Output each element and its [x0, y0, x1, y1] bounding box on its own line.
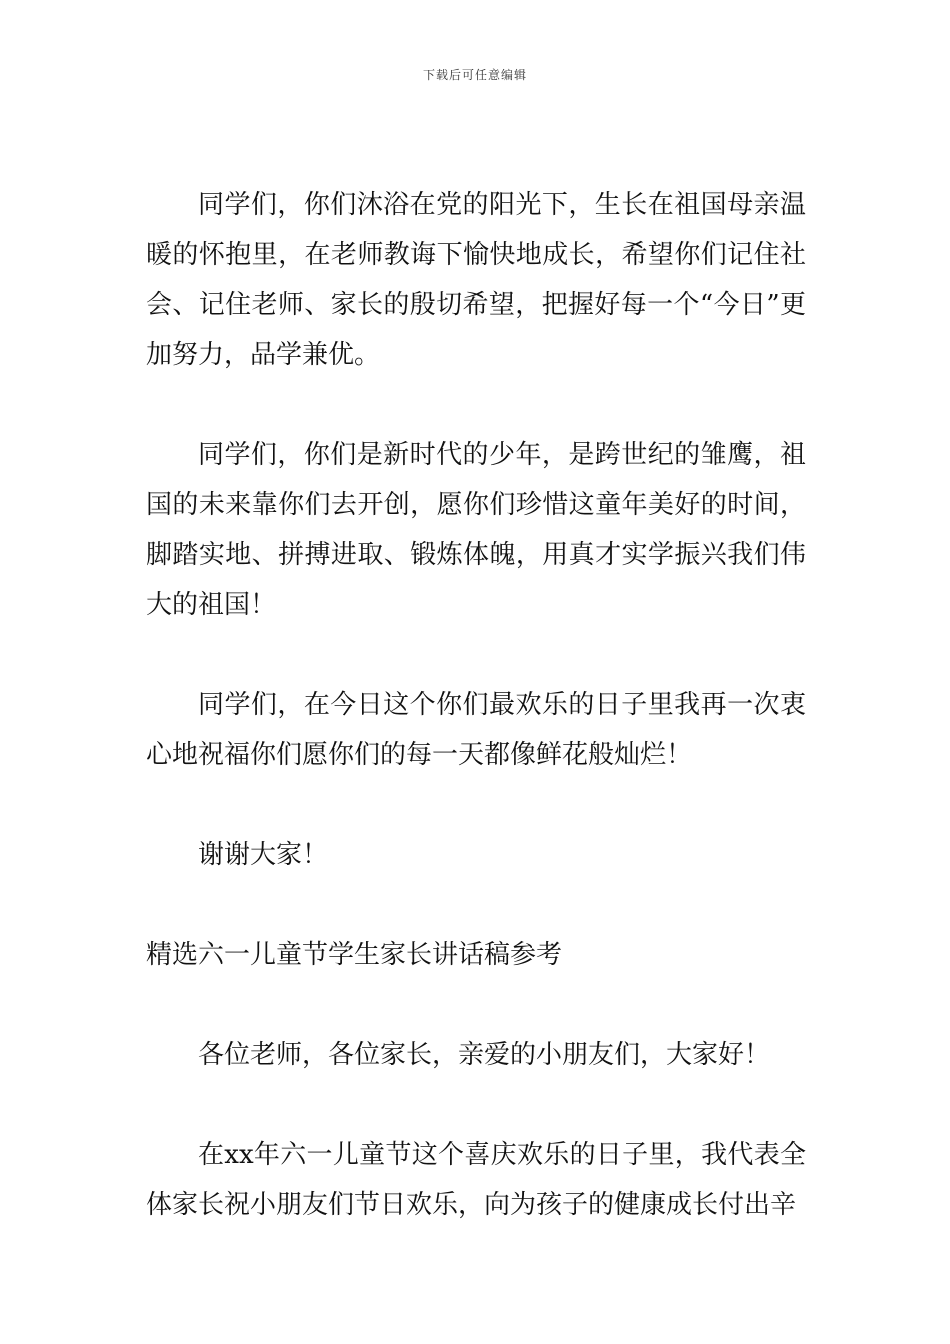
section-paragraph-greeting: 各位老师，各位家长，亲爱的小朋友们，大家好！: [198, 1040, 771, 1070]
section-title: 精选六一儿童节学生家长讲话稿参考: [146, 940, 563, 970]
paragraph-2: 同学们，你们是新时代的少年，是跨世纪的雏鹰，祖国的未来靠你们去开创，愿你们珍惜这童年美好的时间，脚踏实地、拼搏进取、锻炼体魄，用真才实学振兴我们伟大的祖国！: [146, 440, 806, 620]
paragraph-1: 同学们，你们沐浴在党的阳光下，生长在祖国母亲温暖的怀抱里，在老师教诲下愉快地成长，希望你们记住社会、记住老师、家长的殷切希望，把握好每一个“今日”更加努力，品学兼优。: [146, 190, 806, 370]
section-paragraph-body: 在xx年六一儿童节这个喜庆欢乐的日子里，我代表全体家长祝小朋友们节日欢乐，向为孩子的健康成长付出辛: [146, 1140, 806, 1220]
document-body: [146, 180, 806, 1230]
paragraph-3: 同学们，在今日这个你们最欢乐的日子里我再一次衷心地祝福你们愿你们的每一天都像鲜花般灿烂！: [146, 690, 806, 770]
header-note: 下载后可任意编辑: [422, 68, 527, 82]
paragraph-thanks: 谢谢大家！: [198, 840, 329, 870]
